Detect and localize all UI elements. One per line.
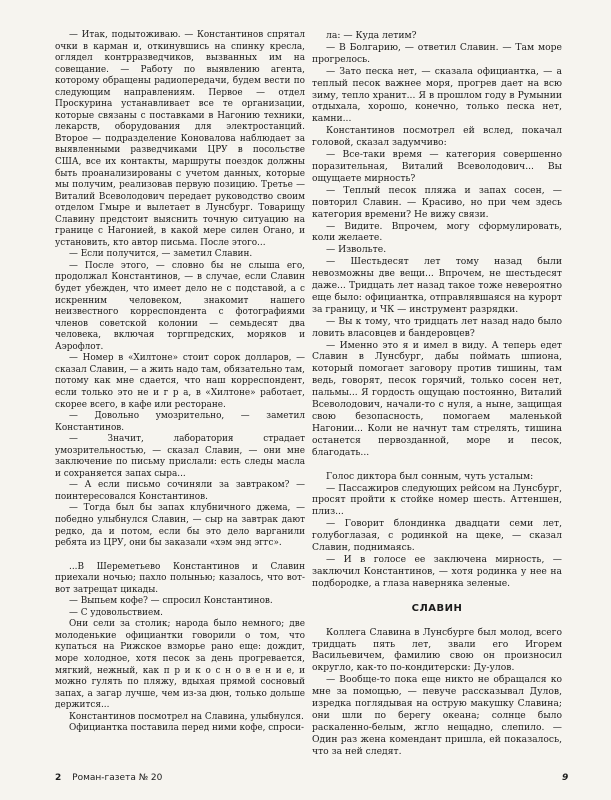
publication-name: Роман-газета № 20 bbox=[72, 773, 163, 783]
paragraph: — Теплый песок пляжа и запах сосен, — повторил Славин. — Красиво, но при чем здесь категория времени? Не вижу связи. bbox=[312, 184, 562, 220]
paragraph: — В Болгарию, — ответил Славин. — Там море прогрелось. bbox=[312, 41, 562, 65]
paragraph: ла: — Куда летим? bbox=[326, 30, 417, 41]
right-column bbox=[312, 30, 562, 758]
paragraph: — И в голосе ее заключена мирность, — заключил Константинов, — хотя родинка у нее на подбородке, а глаза наверняка зеленые. bbox=[312, 553, 562, 589]
paragraph: — Значит, лаборатория страдает умозрительностью, — сказал Славин, — они мне заключение по письму прислали: есть следы масла и сохраняется запах сыра... bbox=[55, 434, 305, 479]
paragraph: Константинов посмотрел на Славина, улыбнулся. bbox=[69, 711, 304, 722]
footer-left bbox=[55, 773, 162, 783]
paragraph: ...В Шереметьево Константинов и Славин приехали ночью; пахло полынью; казалось, что вот-вот затрещат цикады. bbox=[55, 561, 305, 595]
paragraph: — Если получится, — заметил Славин. bbox=[69, 249, 253, 260]
paragraph: — Тогда был бы запах клубничного джема, — победно улыбнулся Славин, — сыр на завтрак дают редко, да и потом, если бы это дело варганили ребята из ЦРУ, они бы заказали «хэм энд эггс». bbox=[55, 503, 305, 549]
paragraph: — Зато песка нет, — сказала официантка, — а теплый песок важнее моря, прогрев дает на всю зиму, тепло хранит... Я в прошлом году в Румынии отдыхала, хорошо, конечно, только песка нет, камни... bbox=[312, 65, 562, 125]
paragraph: — Довольно умозрительно, — заметил Константинов. bbox=[55, 411, 305, 433]
left-column bbox=[55, 30, 305, 735]
paragraph: Официантка поставила перед ними кофе, спроси- bbox=[69, 723, 305, 734]
paragraph: — Итак, подытоживаю. — Константинов спрятал очки в карман и, откинувшись на спинку кресла, оглядел контрразведчиков, вызванных им на совещание. — Работу по выявлению агента, которому обращены радиопередачи, будем вести по следующим направлениям. Первое — отдел Проскурина устанавливает все те организации, которые связаны с поставками в Нагонию техники, лекарств, оборудования для электростанций. Второе — подразделение Коновалова наблюдает за выявленными разведчиками ЦРУ в посольстве США, все их контакты, маршруты поездок должны быть проанализированы с учетом данных, которые мы получим, реализовав первую позицию. Третье — Виталий Всеволодович передает руководство своим отделом Гмыре и вылетает в Лунсбург. Товарищу Славину предстоит выяснить точную ситуацию на границе с Нагонией, в какой мере силен Огано, и установить, кто автор письма. После этого... bbox=[55, 30, 305, 248]
paragraph: Голос диктора был сонным, чуть усталым: bbox=[326, 470, 534, 482]
page-number-left: 2 bbox=[55, 773, 62, 783]
paragraph: — Говорит блондинка двадцати семи лет, голубоглазая, с родинкой на щеке, — сказал Славин, поднимаясь. bbox=[312, 518, 562, 554]
page-number-right: 9 bbox=[562, 773, 569, 783]
paragraph: — Извольте. bbox=[326, 244, 387, 256]
paragraph: Коллега Славина в Лунсбурге был молод, всего тридцать пять лет, звали его Игорем Васильевичем, фамилию свою он произносил округло, как-то по-кондитерски: Ду-улов. bbox=[312, 626, 562, 674]
paragraph: — Номер в «Хилтоне» стоит сорок долларов, — сказал Славин, — а жить надо там, обязательно там, потому как мне сдается, что наш корреспондент, если только это не и г р а, в «Хилтоне» работает, скорее всего, в кафе или ресторане. bbox=[55, 353, 305, 410]
paragraph: — А если письмо сочиняли за завтраком? — поинтересовался Константинов. bbox=[55, 480, 305, 502]
paragraph: Константинов посмотрел ей вслед, покачал головой, сказал задумчиво: bbox=[312, 125, 562, 149]
paragraph: — Видите. Впрочем, могу сформулировать, коли желаете. bbox=[312, 220, 562, 244]
paragraph: — После этого, — словно бы не слыша его, продолжал Константинов, — в случае, если Славин будет убежден, что имеет дело не с подставой, а с искренним человеком, знакомит нашего неизвестного корреспондента с фотографиями членов советской колонии — семьдесят два человека, включая торгпредских, моряков и Аэрофлот. bbox=[55, 260, 305, 352]
paragraph: Они сели за столик; народа было немного; две молоденькие официантки говорили о том, что купаться на Рижское взморье рано еще: дождит, море холодное, хотя песок за день прогревается, мягкий, нежный, как п р и к о с н о в е н и е, и можно гулять по пляжу, вдыхая прямой сосновый запах, а загар лучше, чем из-за дюн, только дольше держится... bbox=[55, 619, 305, 711]
paragraph: — Вообще-то пока еще никто не обращался ко мне за помощью, — певуче рассказывал Дулов, изредка поглядывая на острую макушку Славина; они шли по берегу океана; солнце было раскаленно-белым, жгло нещадно, слепило. — Один раз жена комендант пришла, ей показалось, что за ней следят. bbox=[312, 674, 562, 757]
section-heading: СЛАВИН bbox=[411, 602, 463, 614]
paragraph: — Выпьем кофе? — спросил Константинов. bbox=[69, 596, 273, 607]
paragraph: — Шестьдесят лет тому назад были невозможны две вещи... Впрочем, не шестьдесят даже... Тридцать лет назад такое тоже невероятно еще было: официантка, отправлявшаяся на курорт за границу, и ЧК — инструмент разрядки. bbox=[312, 256, 562, 315]
paragraph: — Вы к тому, что тридцать лет назад надо было ловить власовцев и бандеровцев? bbox=[312, 315, 562, 339]
paragraph: — Пассажиров следующих рейсом на Лунсбург, просят пройти к стойке номер шесть. Аттеншен, плиз... bbox=[312, 482, 562, 518]
paragraph: — Именно это я и имел в виду. А теперь едет Славин в Лунсбург, дабы поймать шпиона, который помогает заговору против тишины, там ведь, говорят, песок горячий, только сосен нет, пальмы... Я гордость ощущаю постоянно, Виталий Всеволодович, начали-то с нуля, а ныне, защищая свою безопасность, помогаем маленькой Нагонии... Коли не начнут там стрелять, тишина останется первозданной, море и песок, благодать... bbox=[312, 339, 562, 458]
paragraph: — С удовольствием. bbox=[69, 607, 163, 618]
paragraph: — Все-таки время — категория совершенно поразительная, Виталий Всеволодович... Вы ощущаете мирность? bbox=[312, 149, 562, 184]
